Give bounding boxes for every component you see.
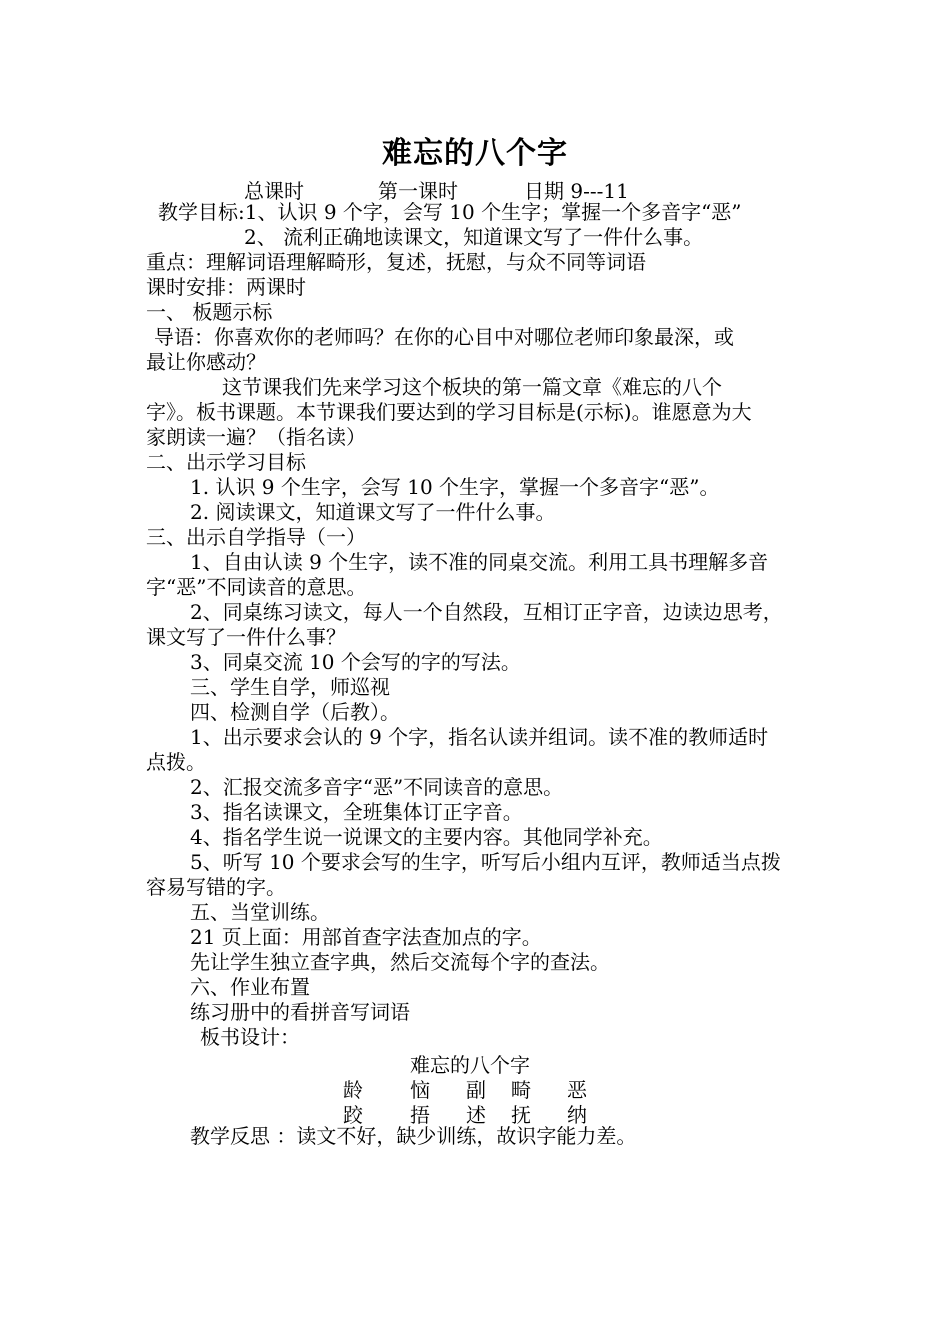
board-character: 恶: [567, 1078, 587, 1102]
paragraph-line: 1、自由认读 9 个生字，读不准的同桌交流。利用工具书理解多音: [190, 550, 769, 574]
teaching-reflection: 教学反思 ：读文不好，缺少训练，故识字能力差。: [190, 1124, 637, 1148]
board-character: 述: [466, 1103, 486, 1127]
paragraph-line: 导语：你喜欢你的老师吗？在你的心目中对哪位老师印象最深，或: [154, 325, 734, 349]
section-heading: 三、学生自学，师巡视: [190, 675, 390, 699]
paragraph-line: 5、听写 10 个要求会写的生字，听写后小组内互评，教师适当点拨: [190, 850, 781, 874]
paragraph-line: 字》。板书课题。本节课我们要达到的学习目标是(示标)。谁愿意为大: [146, 400, 752, 424]
board-design-label: 板书设计：: [200, 1025, 300, 1049]
paragraph-line: 点拨。: [146, 750, 206, 774]
section-heading: 四、检测自学（后教）。: [190, 700, 400, 724]
paragraph-line: 先让学生独立查字典，然后交流每个字的查法。: [190, 950, 610, 974]
paragraph-line: 2、同桌练习读文，每人一个自然段，互相订正字音，边读边思考，: [190, 600, 783, 624]
paragraph-line: 21 页上面：用部首查字法查加点的字。: [190, 925, 542, 949]
paragraph-line: 最让你感动？: [146, 350, 266, 374]
date-label: 日期 9---11: [524, 179, 629, 203]
board-character: 副: [466, 1078, 486, 1102]
paragraph-line: 容易写错的字。: [146, 875, 286, 899]
section-heading: 二、出示学习目标: [146, 450, 306, 474]
board-character: 跤: [343, 1103, 363, 1127]
paragraph-line: 4、指名学生说一说课文的主要内容。其他同学补充。: [190, 825, 663, 849]
section-heading: 一、 板题示标: [146, 300, 273, 324]
board-title: 难忘的八个字: [410, 1053, 530, 1077]
objective-line: 教学目标:1、认识 9 个字，会写 10 个生字；掌握一个多音字“恶”: [158, 200, 742, 224]
board-character: 龄: [343, 1078, 363, 1102]
board-character: 抚: [511, 1103, 531, 1127]
paragraph-line: 1、出示要求会认的 9 个字，指名认读并组词。读不准的教师适时: [190, 725, 769, 749]
section-heading: 三、出示自学指导（一）: [146, 525, 366, 549]
paragraph-line: 练习册中的看拼音写词语: [190, 1000, 410, 1024]
section-heading: 六、作业布置: [190, 975, 310, 999]
board-character: 纳: [567, 1103, 587, 1127]
paragraph-line: 家朗读一遍？（指名读）: [146, 425, 366, 449]
objective-line: 2、 流利正确地读课文，知道课文写了一件什么事。: [244, 225, 704, 249]
section-heading: 五、当堂训练。: [190, 900, 330, 924]
lesson-label: 第一课时: [378, 179, 458, 203]
paragraph-line: 这节课我们先来学习这个板块的第一篇文章《难忘的八个: [222, 375, 722, 399]
board-character: 恼: [410, 1078, 430, 1102]
board-character: 畸: [511, 1078, 531, 1102]
paragraph-line: 课文写了一件什么事？: [146, 625, 346, 649]
total-lessons-label: 总课时: [244, 179, 304, 203]
board-character: 捂: [410, 1103, 430, 1127]
key-points: 重点：理解词语理解畸形，复述，抚慰，与众不同等词语: [146, 250, 646, 274]
paragraph-line: 字“恶”不同读音的意思。: [146, 575, 367, 599]
list-item: 2. 阅读课文，知道课文写了一件什么事。: [190, 500, 556, 524]
page-title: 难忘的八个字: [382, 136, 568, 171]
list-item: 1. 认识 9 个生字，会写 10 个生字，掌握一个多音字“恶”。: [190, 475, 720, 499]
paragraph-line: 2、汇报交流多音字“恶”不同读音的意思。: [190, 775, 564, 799]
schedule: 课时安排：两课时: [146, 275, 306, 299]
paragraph-line: 3、指名读课文，全班集体订正字音。: [190, 800, 523, 824]
paragraph-line: 3、同桌交流 10 个会写的字的写法。: [190, 650, 521, 674]
